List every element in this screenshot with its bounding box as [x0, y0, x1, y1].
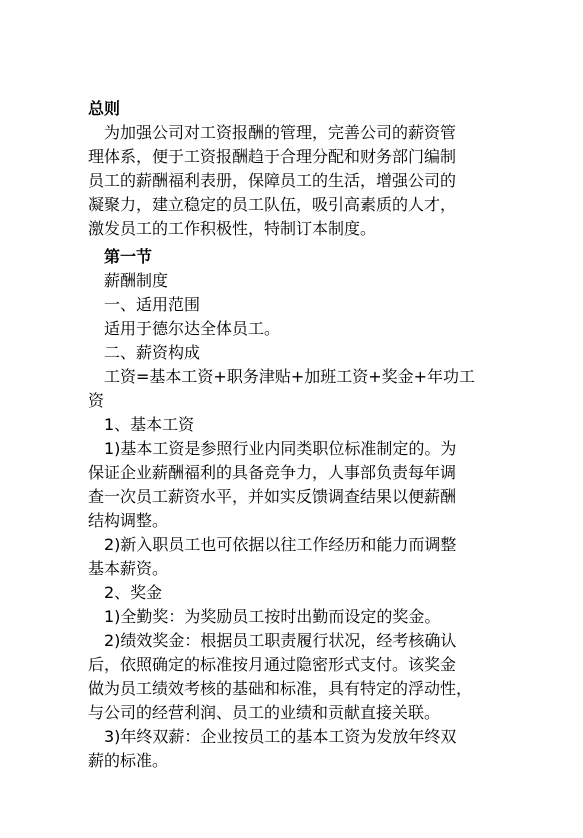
paragraph-line: 凝聚力，建立稳定的员工队伍，吸引高素质的人才， — [88, 195, 457, 214]
paragraph-line: 工资=基本工资+职务津贴+加班工资+奖金+年功工 — [104, 367, 476, 386]
paragraph-line: 1)基本工资是参照行业内同类职位标准制定的。为 — [104, 439, 457, 458]
paragraph-line: 员工的薪酬福利表册，保障员工的生活，增强公司的 — [88, 171, 457, 190]
paragraph-line: 基本薪资。 — [88, 559, 169, 578]
paragraph-line: 结构调整。 — [88, 511, 169, 530]
paragraph-line: 薪的标准。 — [88, 751, 169, 770]
paragraph-line: 激发员工的工作积极性，特制订本制度。 — [88, 219, 377, 238]
scope-heading: 一、适用范围 — [104, 295, 201, 314]
paragraph-line: 做为员工绩效考核的基础和标准，具有特定的浮动性， — [88, 679, 473, 698]
bonus-item-3 — [88, 725, 503, 773]
chapter-title: 薪酬制度 — [104, 271, 169, 290]
document-page — [88, 97, 503, 773]
intro-paragraph — [88, 121, 503, 241]
paragraph-line: 与公司的经营利润、员工的业绩和贡献直接关联。 — [88, 703, 441, 722]
bonus-heading: 2、奖金 — [104, 583, 163, 602]
paragraph-line: 为加强公司对工资报酬的管理，完善公司的薪资管 — [104, 123, 457, 142]
paragraph-line: 保证企业薪酬福利的具备竞争力，人事部负责每年调 — [88, 463, 457, 482]
paragraph-line: 3)年终双薪：企业按员工的基本工资为发放年终双 — [104, 727, 457, 746]
paragraph-line: 资 — [88, 391, 105, 410]
bonus-item-1: 1)全勤奖：为奖励员工按时出勤而设定的奖金。 — [104, 607, 441, 626]
composition-formula — [88, 365, 503, 413]
base-salary-item-1 — [88, 437, 503, 533]
paragraph-line: 查一次员工薪资水平，并如实反馈调查结果以便薪酬 — [88, 487, 457, 506]
paragraph-line: 理体系，便于工资报酬趋于合理分配和财务部门编制 — [88, 147, 457, 166]
paragraph-line: 后，依照确定的标准按月通过隐密形式支付。该奖金 — [88, 655, 457, 674]
base-salary-item-2 — [88, 533, 503, 581]
bonus-item-2 — [88, 629, 503, 725]
composition-heading: 二、薪资构成 — [104, 343, 201, 362]
chapter-heading: 第一节 — [104, 247, 153, 266]
section-title: 总则 — [88, 99, 121, 118]
paragraph-line: 2)新入职员工也可依据以往工作经历和能力而调整 — [104, 535, 457, 554]
scope-text: 适用于德尔达全体员工。 — [104, 319, 281, 338]
base-salary-heading: 1、基本工资 — [104, 415, 195, 434]
paragraph-line: 2)绩效奖金：根据员工职责履行状况，经考核确认 — [104, 631, 457, 650]
